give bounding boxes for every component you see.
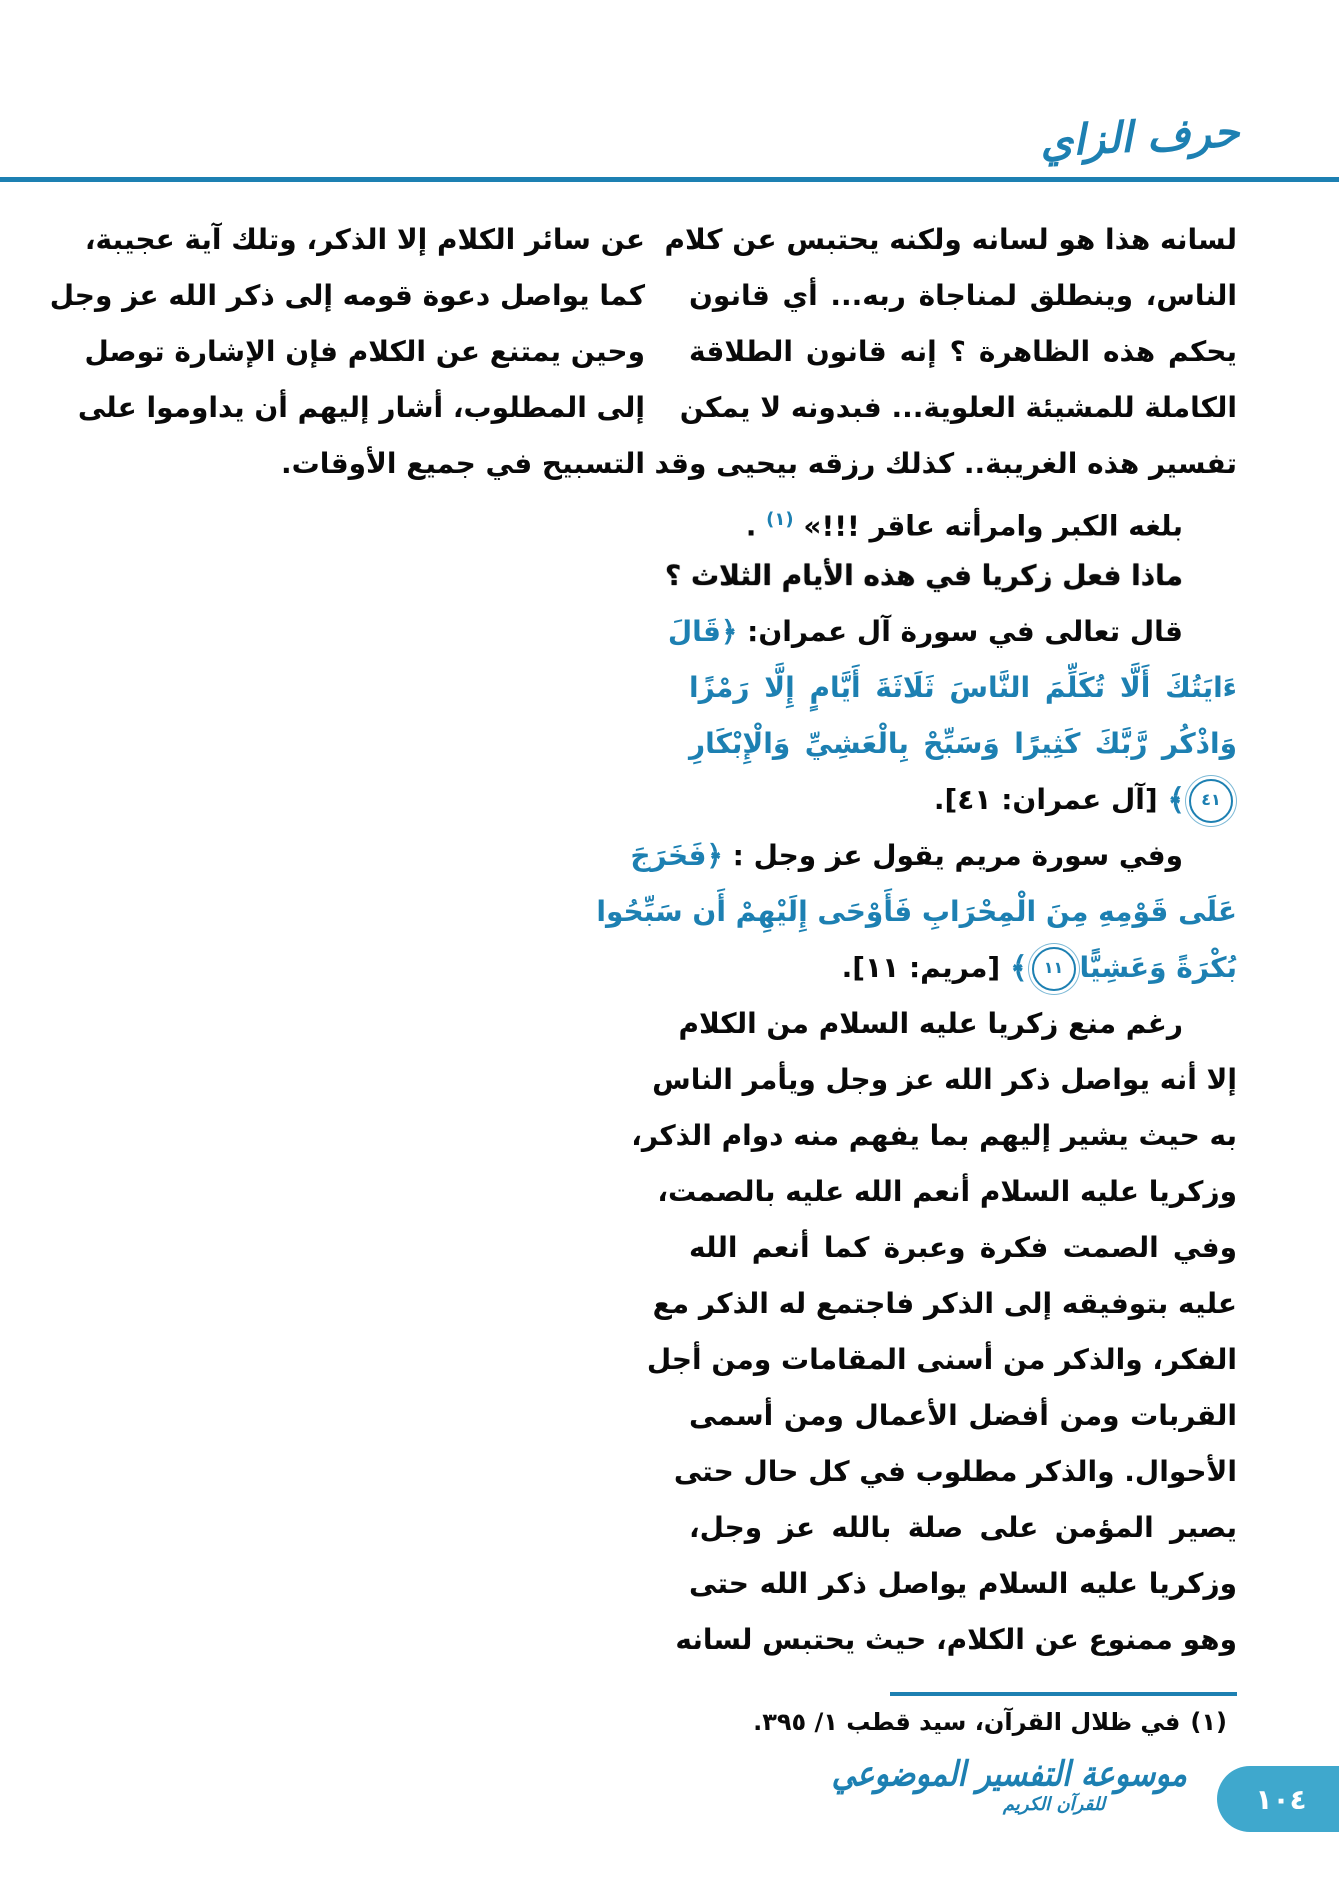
text-line: الناس، وينطلق لمناجاة ربه... أي قانون xyxy=(689,279,1237,312)
text-line: الفكر، والذكر من أسنى المقامات ومن أجل xyxy=(646,1343,1237,1376)
quran-closing-bracket: ﴾ xyxy=(1009,951,1028,986)
page-number-badge: ١٠٤ xyxy=(1217,1766,1339,1832)
text-line: إلى المطلوب، أشار إليهم أن يداوموا على xyxy=(77,391,645,424)
text-line: رغم منع زكريا عليه السلام من الكلام xyxy=(678,1007,1183,1040)
text-line xyxy=(630,828,1237,884)
book-logo-title: موسوعة التفسير الموضوعي xyxy=(831,1754,1187,1795)
text-line: وفي الصمت فكرة وعبرة كما أنعم الله xyxy=(689,1231,1237,1264)
text-line: القربات ومن أفضل الأعمال ومن أسمى xyxy=(689,1399,1237,1432)
text-line: إلا أنه يواصل ذكر الله عز وجل ويأمر الناس xyxy=(652,1063,1237,1096)
text-line xyxy=(689,492,1237,548)
text-line: عن سائر الكلام إلا الذكر، وتلك آية عجيبة، xyxy=(84,223,645,256)
footnote-number: (١) xyxy=(1190,1708,1227,1736)
column-right xyxy=(596,212,1237,1668)
ayah-number-ornament: ٤١ xyxy=(1189,779,1233,823)
quran-verse-line: وَاذْكُر رَّبَّكَ كَثِيرًا وَسَبِّحْ بِالْعَشِيِّ وَالْإِبْكَارِ xyxy=(689,727,1237,760)
quran-verse-line: عَلَى قَوْمِهِ مِنَ الْمِحْرَابِ فَأَوْحَى إِلَيْهِمْ أَن سَبِّحُوا xyxy=(596,895,1237,928)
quran-verse-segment: بُكْرَةً وَعَشِيًّا xyxy=(1079,951,1237,984)
text-line xyxy=(667,604,1237,660)
quran-opening: ﴿فَخَرَجَ xyxy=(630,839,723,872)
footnote xyxy=(707,1708,1227,1736)
text-line: وحين يمتنع عن الكلام فإن الإشارة توصل xyxy=(84,335,645,368)
chapter-title: حرف الزاي xyxy=(1038,106,1241,167)
text-line: تفسير هذه الغريبة.. كذلك رزقه بيحيى وقد xyxy=(654,447,1237,480)
text-line: به حيث يشير إليهم بما يفهم منه دوام الذكر، xyxy=(631,1119,1237,1152)
surah-citation: [آل عمران: ٤١]. xyxy=(933,783,1158,816)
book-logo-subtitle: للقرآن الكريم xyxy=(1002,1794,1106,1815)
text-line: يحكم هذه الظاهرة ؟ إنه قانون الطلاقة xyxy=(689,335,1237,368)
footnote-divider xyxy=(890,1692,1237,1696)
text-line: التسبيح في جميع الأوقات. xyxy=(281,447,645,480)
header-divider xyxy=(0,177,1339,182)
footnote-reference: (١) xyxy=(766,509,794,530)
section-question-heading: ماذا فعل زكريا في هذه الأيام الثلاث ؟ xyxy=(665,559,1183,592)
text-line: الكاملة للمشيئة العلوية... فبدونه لا يمكن xyxy=(679,391,1237,424)
text-segment: بلغه الكبر وامرأته عاقر !!!» xyxy=(793,509,1183,543)
text-line: كما يواصل دعوة قومه إلى ذكر الله عز وجل xyxy=(49,279,645,312)
ayah-number-ornament: ١١ xyxy=(1032,947,1076,991)
footnote-text: في ظلال القرآن، سيد قطب ١/ ٣٩٥. xyxy=(753,1708,1181,1736)
column-left xyxy=(49,212,645,492)
text-segment: وفي سورة مريم يقول عز وجل : xyxy=(722,839,1183,872)
quran-citation-line xyxy=(689,772,1237,828)
text-line: وزكريا عليه السلام أنعم الله عليه بالصمت، xyxy=(657,1175,1237,1208)
text-line: وهو ممنوع عن الكلام، حيث يحتبس لسانه xyxy=(675,1623,1237,1656)
quran-verse-line: ءَايَتُكَ أَلَّا تُكَلِّمَ النَّاسَ ثَلَاثَةَ أَيَّامٍ إِلَّا رَمْزًا xyxy=(689,671,1237,704)
book-logo xyxy=(831,1754,1187,1815)
text-line: عليه بتوفيقه إلى الذكر فاجتمع له الذكر مع xyxy=(652,1287,1237,1320)
quran-closing-bracket: ﴾ xyxy=(1167,783,1185,818)
text-line: وزكريا عليه السلام يواصل ذكر الله حتى xyxy=(689,1567,1237,1600)
quran-citation-line xyxy=(689,940,1237,996)
text-line: الأحوال. والذكر مطلوب في كل حال حتى xyxy=(673,1455,1237,1488)
text-segment: . xyxy=(745,509,767,543)
surah-citation: [مريم: ١١]. xyxy=(841,951,1010,984)
text-line: لسانه هذا هو لسانه ولكنه يحتبس عن كلام xyxy=(664,223,1237,256)
text-segment: قال تعالى في سورة آل عمران: xyxy=(737,615,1183,648)
text-line: يصير المؤمن على صلة بالله عز وجل، xyxy=(689,1511,1237,1544)
quran-opening: ﴿قَالَ xyxy=(667,615,738,648)
